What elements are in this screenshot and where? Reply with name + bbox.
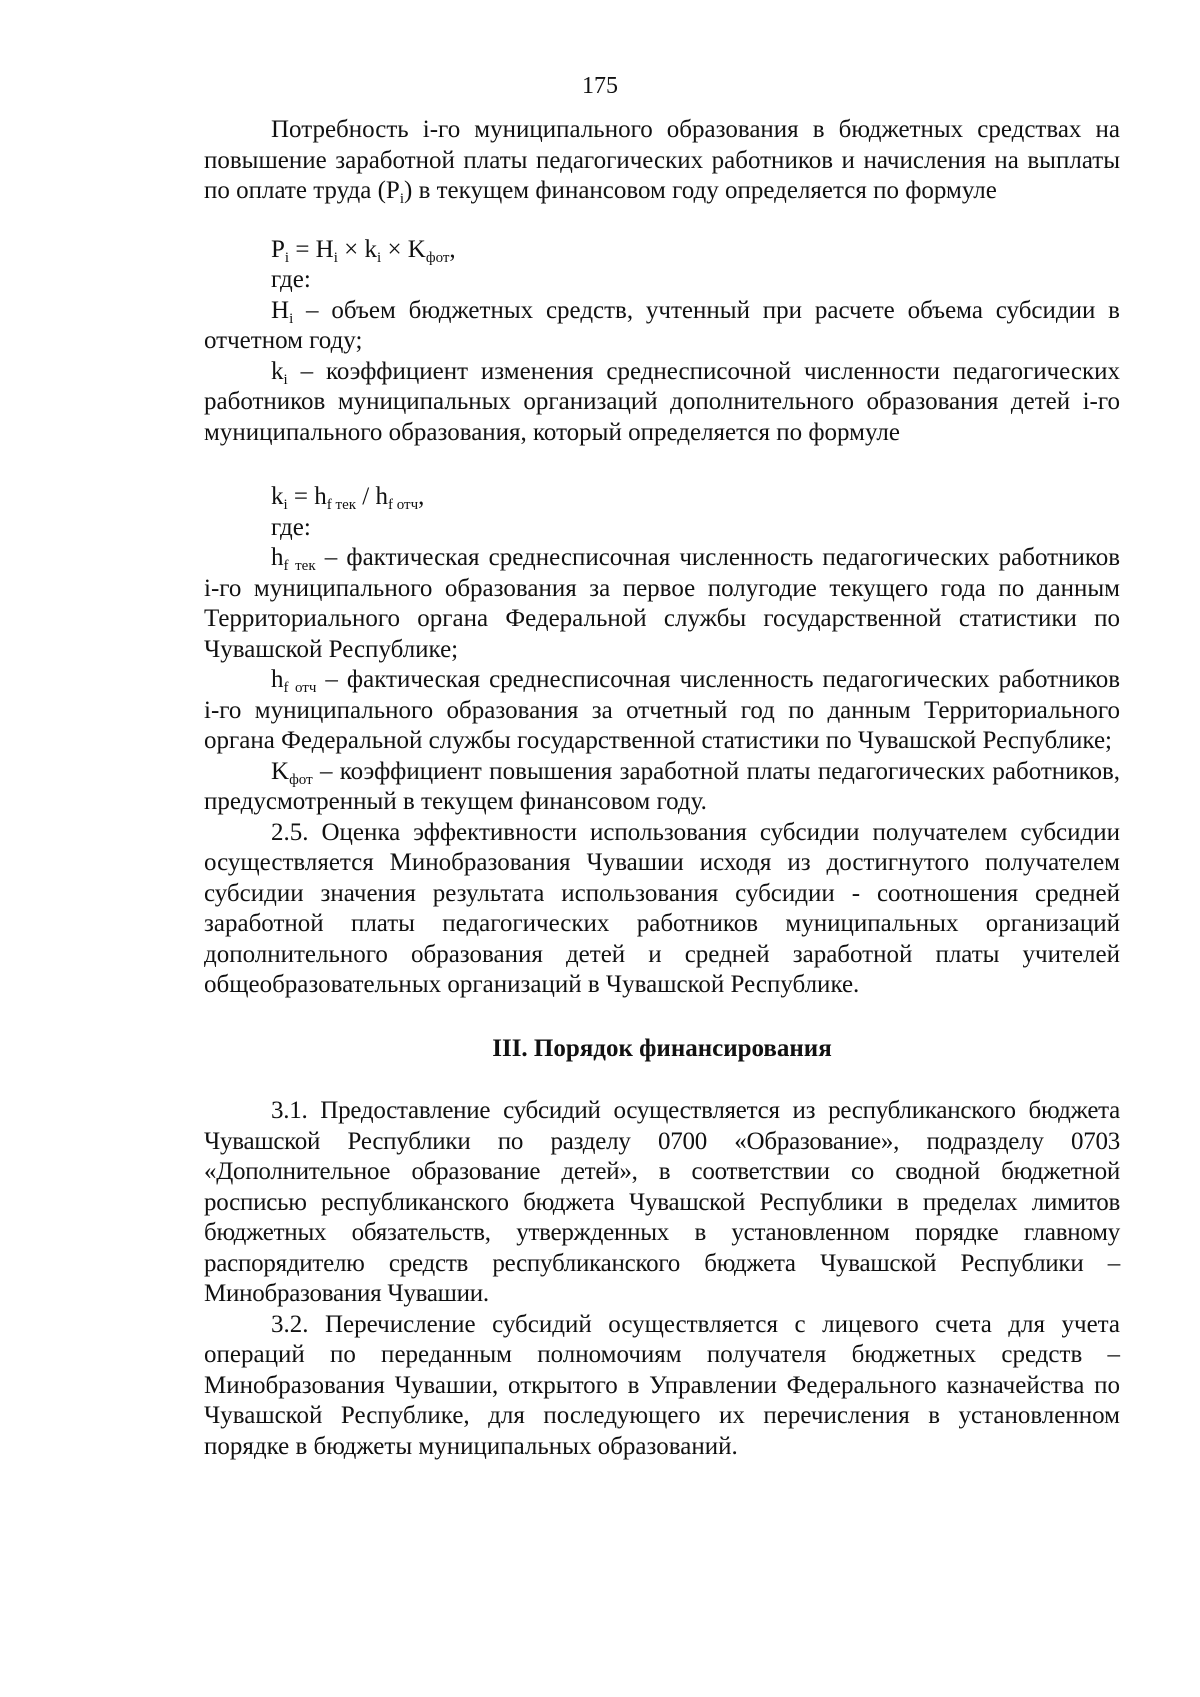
intro-subscript: i bbox=[399, 191, 404, 207]
formula-subscript: i bbox=[333, 249, 338, 266]
definition-symbol: K bbox=[271, 757, 290, 785]
page-number: 175 bbox=[582, 73, 618, 99]
definition-text: – коэффициент повышения заработной платы педагогических работников, предусмотренный в текущем финансовом году. bbox=[204, 757, 1120, 815]
definition-hi bbox=[204, 296, 1120, 357]
document-body bbox=[204, 115, 1120, 1462]
formula-symbol: / h bbox=[356, 483, 388, 510]
formula-ki bbox=[204, 482, 1120, 513]
definition-h-otch bbox=[204, 665, 1120, 757]
section-heading: III. Порядок финансирования bbox=[492, 1034, 832, 1062]
definition-h-tek bbox=[204, 543, 1120, 665]
definition-text: – коэффициент изменения среднесписочной численности педагогических работников муниципальных организаций дополнительного образования детей i-го муниципального образования, который определяется по формуле bbox=[204, 357, 1120, 446]
paragraph-3-1: 3.1. Предоставление субсидий осуществляется из республиканского бюджета Чувашской Республики по разделу 0700 «Образование», подразделу 0703 «Дополнительное образование детей», в соответствии со сводной бюджетной росписью республиканского бюджета Чувашской Республики в пределах лимитов бюджетных обязательств, утвержденных в установленном порядке главному распорядителю средств республиканского бюджета Чувашской Республики – Минобразования Чувашии. bbox=[204, 1097, 1120, 1307]
formula-symbol: P bbox=[271, 235, 285, 263]
formula-symbol: × K bbox=[381, 235, 426, 263]
paragraph-2-5: 2.5. Оценка эффективности использования субсидии получателем субсидии осуществляется Минобразования Чувашии исходя из достигнутого получателем субсидии значения результата использования субсидии - соотношения средней заработной платы педагогических работников муниципальных организаций дополнительного образования детей и средней заработной платы учителей общеобразовательных организаций в Чувашской Республике. bbox=[204, 818, 1120, 998]
intro-text-end: ) в текущем финансовом году определяется по формуле bbox=[404, 177, 997, 204]
definition-symbol: h bbox=[271, 666, 284, 693]
formula-symbol: , bbox=[449, 235, 456, 263]
where-label: где: bbox=[271, 266, 311, 293]
formula-symbol: k bbox=[271, 483, 284, 510]
definition-subscript: f тек bbox=[283, 558, 316, 574]
formula-symbol: × k bbox=[337, 235, 378, 263]
formula-pi bbox=[204, 235, 1120, 266]
definition-symbol: H bbox=[271, 296, 290, 324]
definition-ki bbox=[204, 357, 1120, 449]
formula-symbol: , bbox=[418, 483, 425, 510]
definition-symbol: k bbox=[271, 357, 284, 385]
definition-subscript: i bbox=[289, 310, 294, 327]
formula-subscript: i bbox=[377, 249, 382, 266]
where-label: где: bbox=[271, 513, 311, 541]
definition-subscript: i bbox=[283, 371, 288, 388]
definition-k-fot bbox=[204, 757, 1120, 818]
formula-subscript: f отч bbox=[387, 497, 419, 513]
definition-subscript: f отч bbox=[283, 680, 317, 696]
formula-symbol: = H bbox=[289, 235, 334, 263]
definition-text: – фактическая среднесписочная численность педагогических работников i-го муниципального образования за первое полугодие текущего года по данным Территориального органа Федеральной службы государственной статистики по Чувашской Республике; bbox=[204, 544, 1120, 663]
formula-subscript: i bbox=[284, 249, 290, 266]
intro-text: Потребность i-го муниципального образования в бюджетных средствах на повышение заработной платы педагогических работников и начисления на выплаты по оплате труда (P bbox=[204, 116, 1120, 204]
definition-symbol: h bbox=[271, 544, 284, 571]
intro-paragraph bbox=[204, 115, 1120, 207]
definition-subscript: фот bbox=[289, 771, 313, 788]
formula-symbol: = h bbox=[287, 483, 327, 510]
paragraph-3-2: 3.2. Перечисление субсидий осуществляется с лицевого счета для учета операций по переданным полномочиям получателя бюджетных средств – Минобразования Чувашии, открытого в Управлении Федерального казначейства по Чувашской Республике, для последующего их перечисления в установленном порядке в бюджеты муниципальных образований. bbox=[204, 1310, 1120, 1460]
definition-text: – фактическая среднесписочная численность педагогических работников i-го муниципального образования за отчетный год по данным Территориального органа Федеральной службы государственной статистики по Чувашской Республике; bbox=[204, 666, 1121, 754]
formula-subscript: f тек bbox=[326, 497, 357, 513]
formula-subscript: фот bbox=[425, 249, 450, 266]
definition-text: – объем бюджетных средств, учтенный при расчете объема субсидии в отчетном году; bbox=[204, 296, 1120, 354]
formula-subscript: i bbox=[283, 497, 288, 513]
